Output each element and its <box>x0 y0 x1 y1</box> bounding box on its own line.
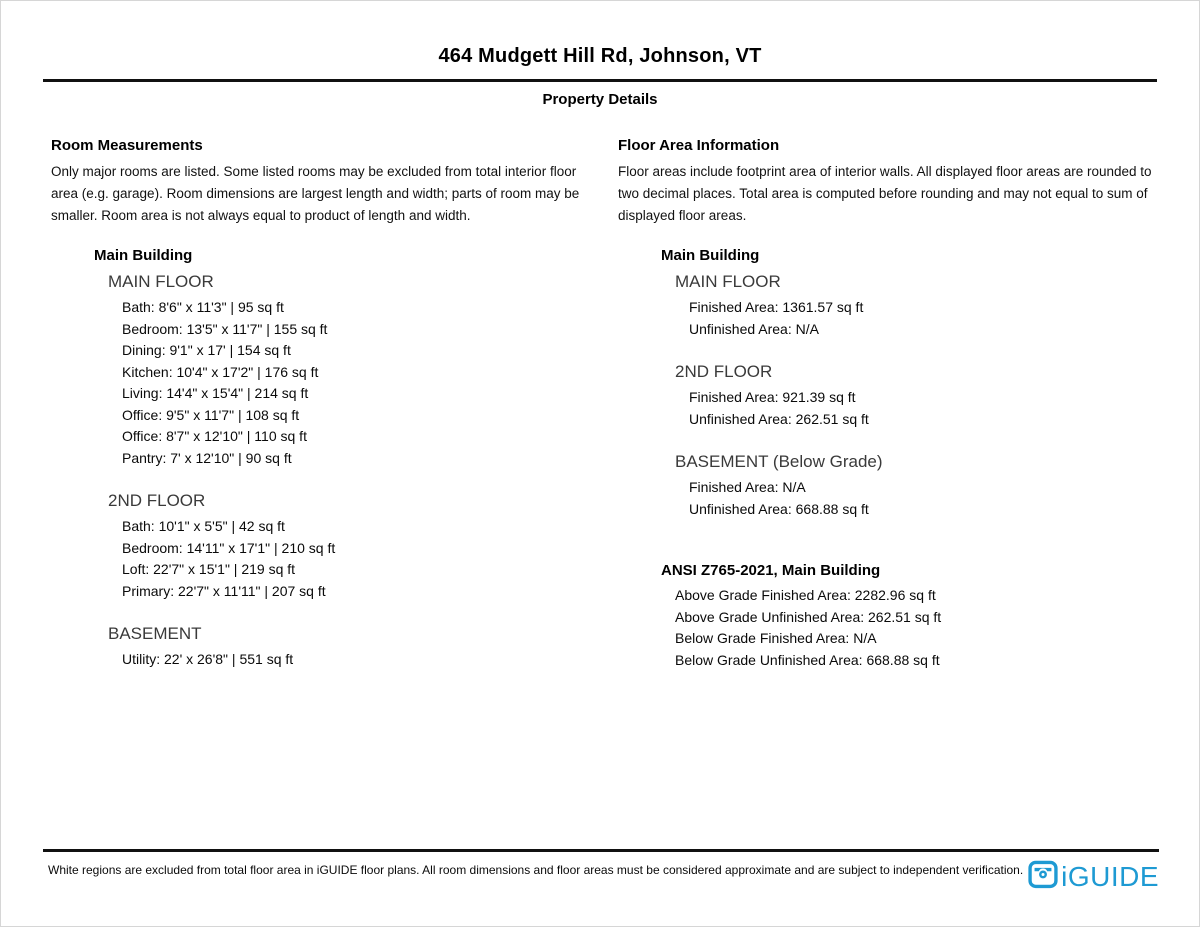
area-line: Unfinished Area: 262.51 sq ft <box>689 410 869 427</box>
room-line: Office: 9'5" x 11'7" | 108 sq ft <box>122 406 300 423</box>
building-name: Main Building <box>661 247 760 264</box>
iguide-camera-icon <box>1028 859 1058 894</box>
floor-main-floor <box>108 271 618 469</box>
room-line: Bedroom: 14'11" x 17'1" | 210 sq ft <box>122 539 336 556</box>
room-measurements-description: Only major rooms are listed. Some listed rooms may be excluded from total interior floor area (e.g. garage). Room dimensions are largest length and width; parts of room may be smaller. Room area is not always equal to product of length and width. <box>51 164 580 223</box>
area-line: Finished Area: N/A <box>689 479 806 495</box>
title-divider <box>43 79 1157 82</box>
ansi-line: Above Grade Unfinished Area: 262.51 sq ft <box>675 608 942 625</box>
iguide-logo <box>1028 859 1159 894</box>
floor-name: BASEMENT (Below Grade) <box>675 452 883 471</box>
floor-name: 2ND FLOOR <box>108 491 206 510</box>
room-line: Bath: 8'6" x 11'3" | 95 sq ft <box>122 299 284 315</box>
room-line: Kitchen: 10'4" x 17'2" | 176 sq ft <box>122 363 319 380</box>
room-line: Dining: 9'1" x 17' | 154 sq ft <box>122 342 291 358</box>
floor-name: MAIN FLOOR <box>108 272 214 291</box>
ansi-line: Below Grade Finished Area: N/A <box>675 630 877 646</box>
page-subtitle: Property Details <box>542 91 658 108</box>
building-name: Main Building <box>94 247 193 264</box>
area-2nd-floor <box>675 361 1178 430</box>
area-basement <box>675 451 1178 520</box>
area-line: Unfinished Area: 668.88 sq ft <box>689 500 869 517</box>
room-line: Loft: 22'7" x 15'1" | 219 sq ft <box>122 561 296 577</box>
page-footer <box>43 849 1159 894</box>
room-measurements-building <box>94 247 618 671</box>
room-measurements-heading: Room Measurements <box>51 137 203 154</box>
content-columns <box>1 108 1199 671</box>
iguide-logo-text: iGUIDE <box>1061 860 1159 892</box>
floor-2nd-floor <box>108 490 618 602</box>
room-line: Bath: 10'1" x 5'5" | 42 sq ft <box>122 518 285 534</box>
footer-disclaimer: White regions are excluded from total floor area in iGUIDE floor plans. All room dimensions and floor areas must be considered approximate and are subject to independent verification. <box>48 863 1024 877</box>
room-line: Pantry: 7' x 12'10" | 90 sq ft <box>122 449 292 466</box>
area-line: Finished Area: 1361.57 sq ft <box>689 299 864 315</box>
room-line: Primary: 22'7" x 11'11" | 207 sq ft <box>122 582 326 599</box>
floor-area-description: Floor areas include footprint area of interior walls. All displayed floor areas are rounded to two decimal places. Total area is computed before rounding and may not equal to sum of displayed floor areas. <box>618 164 1152 223</box>
floor-area-section <box>618 137 1178 671</box>
ansi-line: Below Grade Unfinished Area: 668.88 sq ft <box>675 651 940 668</box>
floor-area-heading: Floor Area Information <box>618 137 780 154</box>
page-title: 464 Mudgett Hill Rd, Johnson, VT <box>438 45 762 67</box>
room-line: Bedroom: 13'5" x 11'7" | 155 sq ft <box>122 320 328 337</box>
room-line: Living: 14'4" x 15'4" | 214 sq ft <box>122 385 309 401</box>
area-line: Finished Area: 921.39 sq ft <box>689 389 856 405</box>
area-line: Unfinished Area: N/A <box>689 320 819 337</box>
floor-name: BASEMENT <box>108 624 202 643</box>
room-line: Utility: 22' x 26'8" | 551 sq ft <box>122 651 294 667</box>
ansi-line: Above Grade Finished Area: 2282.96 sq ft <box>675 587 936 603</box>
floor-name: 2ND FLOOR <box>675 362 773 381</box>
floor-area-building <box>661 247 1178 520</box>
room-line: Office: 8'7" x 12'10" | 110 sq ft <box>122 428 307 444</box>
room-measurements-section <box>51 137 618 671</box>
area-main-floor <box>675 271 1178 340</box>
ansi-section <box>661 562 1178 671</box>
ansi-heading: ANSI Z765-2021, Main Building <box>661 562 881 579</box>
floor-name: MAIN FLOOR <box>675 272 781 291</box>
floor-basement <box>108 623 618 671</box>
